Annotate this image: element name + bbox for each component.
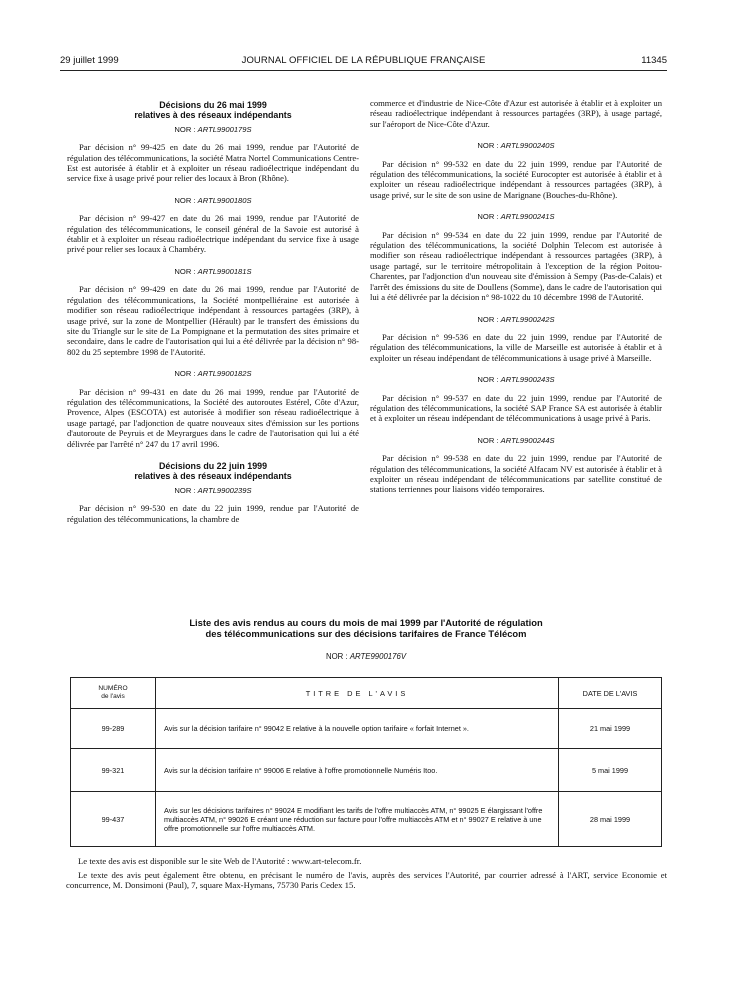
avis-number: 99-437	[71, 792, 156, 847]
table-header-row	[71, 678, 662, 709]
decision-paragraph: Par décision n° 99-538 en date du 22 juin 1999, rendue par l'Autorité de régulation des télécommunications, la société Alfacam NV est autorisée à établir et à exploiter un réseau indépendant de télécommunications par satellite constitué de stations terriennes pour liaisons vidéo temporaires.	[370, 453, 662, 495]
header-rule	[60, 70, 667, 71]
page-header	[60, 55, 667, 69]
nor-reference: NOR : ARTL9900240S	[477, 141, 555, 151]
column-header-date: DATE DE L'AVIS	[559, 678, 662, 709]
nor-reference: NOR : ARTL9900179S	[174, 124, 252, 134]
avis-number: 99-289	[71, 709, 156, 749]
column-header-title: TITRE DE L'AVIS	[156, 678, 559, 709]
decision-paragraph: Par décision n° 99-532 en date du 22 juin 1999, rendue par l'Autorité de régulation des télécommunications, la société Eurocopter est autorisée à établir et à exploiter un réseau radioélectrique indépendant à ressources partagées (3RP), à usage privé, sur le site de son usine de Marignane (Bouches-du-Rhône).	[370, 158, 662, 200]
avis-title: Avis sur la décision tarifaire n° 99042 E relative à la nouvelle option tarifaire « forfait Internet ».	[156, 709, 559, 749]
footnote-contact: Le texte des avis peut également être obtenu, en précisant le numéro de l'avis, auprès des services l'Autorité, par courrier adressé à l'ART, service Economie et concurrence, M. Donsimoni (Paul), 7, square Max-Hymans, 75730 Paris Cedex 15.	[66, 870, 667, 891]
section-subtitle: relatives à des réseaux indépendants	[134, 110, 292, 121]
table-row	[71, 792, 662, 847]
decision-paragraph: Par décision n° 99-431 en date du 26 mai 1999, rendue par l'Autorité de régulation des télécommunications, la Société des autoroutes Estérel, Côte d'Azur, Provence, Alpes (ESCOTA) est autorisée à modifier son réseau radioélectrique à usage partagé, par l'adjonction de quatre nouveaux sites d'émission sur les portions d'autoroute de Peyruis et de Meyrargues dans le cadre de l'autorisation qui lui a été délivrée par l'arrêté n° 247 du 17 avril 1996.	[67, 386, 359, 449]
nor-reference: NOR : ARTL9900243S	[477, 375, 555, 385]
right-column	[370, 98, 662, 507]
nor-reference: NOR : ARTL9900242S	[477, 314, 555, 324]
decision-paragraph: Par décision n° 99-537 en date du 22 juin 1999, rendue par l'Autorité de régulation des télécommunications, la société SAP France SA est autorisée à établir et à exploiter un réseau indépendant de télécommunications à usage privé à Paris.	[370, 392, 662, 424]
decision-paragraph: Par décision n° 99-429 en date du 26 mai 1999, rendue par l'Autorité de régulation des télécommunications, la Société montpelliéraine est autorisée à modifier son réseau radioélectrique indépendant à ressources partagées (3RP), à usage privé, sur la zone de Montpellier (Hérault) par le transfert des émissions du site du Triangle sur le site de La Pompignane et la permutation des sites primaire et secondaire, dans le cadre de l'autorisation qui lui a été délivrée par la décision n° 98-802 du 25 septembre 1998 de l'Autorité.	[67, 284, 359, 357]
decision-paragraph: Par décision n° 99-425 en date du 26 mai 1999, rendue par l'Autorité de régulation des télécommunications, la société Matra Nortel Communications Centre-Est est autorisée à établir et à exploiter un réseau radioélectrique indépendant du service fixe à usage privé pour relier des locaux à Bron (Rhône).	[67, 142, 359, 184]
avis-number: 99-321	[71, 749, 156, 792]
section-title: Décisions du 26 mai 1999	[159, 100, 267, 110]
decision-paragraph: Par décision n° 99-530 en date du 22 juin 1999, rendue par l'Autorité de régulation des télécommunications, la chambre de	[67, 503, 359, 524]
avis-title: Avis sur les décisions tarifaires n° 99024 E modifiant les tarifs de l'offre multiaccès ATM, n° 99025 E élargissant l'offre multiaccès ATM, n° 99026 E créant une réduction sur facture pour l'offre multiaccès ATM et n° 99027 E relative à une offre promotionnelle sur l'offre multiaccès ATM.	[156, 792, 559, 847]
avis-date: 28 mai 1999	[559, 792, 662, 847]
header-page-number: 11345	[641, 55, 667, 66]
avis-table	[70, 677, 662, 847]
nor-reference: NOR : ARTL9900181S	[174, 266, 252, 276]
column-header-number: NUMÉRO de l'avis	[71, 678, 156, 709]
section-title: Décisions du 22 juin 1999	[158, 460, 268, 471]
header-date: 29 juillet 1999	[60, 55, 119, 66]
nor-reference: NOR : ARTL9900239S	[174, 485, 252, 495]
avis-date: 21 mai 1999	[559, 709, 662, 749]
nor-reference: NOR : ARTL9900244S	[477, 435, 555, 445]
left-column	[67, 100, 359, 536]
section-subtitle: relatives à des réseaux indépendants	[134, 471, 292, 482]
table-row	[71, 749, 662, 792]
list-title: Liste des avis rendus au cours du mois de mai 1999 par l'Autorité de régulation des télécommunications sur des décisions tarifaires de France Télécom	[189, 617, 543, 639]
nor-reference: NOR : ARTL9900180S	[174, 195, 252, 205]
decision-paragraph: Par décision n° 99-536 en date du 22 juin 1999, rendue par l'Autorité de régulation des télécommunications, la ville de Marseille est autorisée à établir et à exploiter un réseau indépendant de télécommunications à usage privé à Marseille.	[370, 331, 662, 363]
footnote-website: Le texte des avis est disponible sur le site Web de l'Autorité : www.art-telecom.fr.	[78, 856, 362, 866]
avis-date: 5 mai 1999	[559, 749, 662, 792]
avis-title: Avis sur la décision tarifaire n° 99006 E relative à l'offre promotionnelle Numéris Itoo.	[156, 749, 559, 792]
nor-reference: NOR : ARTL9900241S	[477, 212, 555, 222]
nor-reference: NOR : ARTL9900182S	[174, 369, 252, 379]
list-nor-reference: NOR : ARTE9900176V	[325, 652, 407, 661]
table-row	[71, 709, 662, 749]
decision-paragraph: Par décision n° 99-427 en date du 26 mai 1999, rendue par l'Autorité de régulation des télécommunications, le conseil général de la Savoie est autorisé à établir et à exploiter un réseau radioélectrique indépendant du service fixe à usage privé pour relier ses locaux à Chambéry.	[67, 213, 359, 255]
decision-paragraph-continued: commerce et d'industrie de Nice-Côte d'Azur est autorisée à établir et à exploiter un réseau radioélectrique indépendant à ressources partagées (3RP), à usage partagé, sur l'aéroport de Nice-Côte d'Azur.	[370, 98, 662, 129]
decision-paragraph: Par décision n° 99-534 en date du 22 juin 1999, rendue par l'Autorité de régulation des télécommunications, la société Dolphin Telecom est autorisée à modifier son réseau radioélectrique indépendant à ressources partagées (3RP), à usage partagé, sur le territoire métropolitain à l'exception de la région Poitou-Charentes, par l'adjonction d'un nouveau site d'émission à Sempy (Pas-de-Calais) et l'arrêt des émissions du site de Doullens (Somme), dans le cadre de l'autorisation qui lui a été délivrée par la décision n° 98-1022 du 10 décembre 1998 de l'Autorité.	[370, 229, 662, 303]
header-journal-title: JOURNAL OFFICIEL DE LA RÉPUBLIQUE FRANÇAISE	[241, 55, 486, 66]
